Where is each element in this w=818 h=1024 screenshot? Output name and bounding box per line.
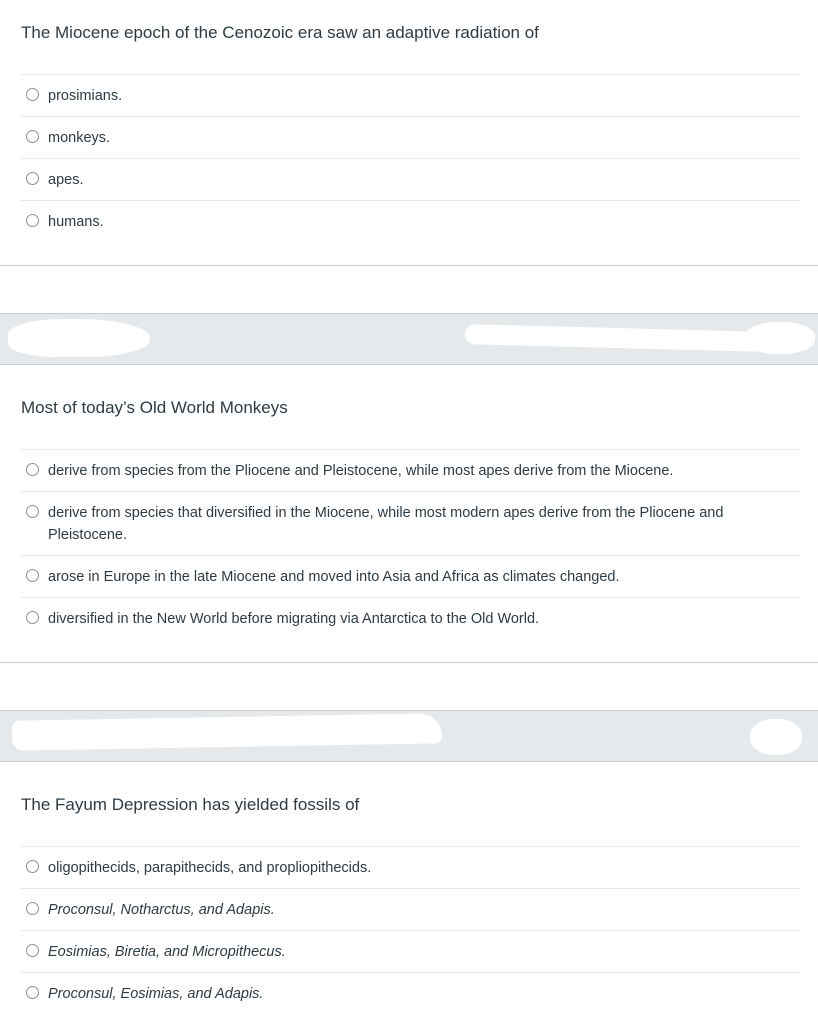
answer-option[interactable] xyxy=(21,158,800,200)
radio-button[interactable] xyxy=(26,611,39,624)
redaction-mark xyxy=(12,713,442,751)
answer-label: arose in Europe in the late Miocene and moved into Asia and Africa as climates changed. xyxy=(48,569,620,585)
answer-label: diversified in the New World before migrating via Antarctica to the Old World. xyxy=(48,611,540,627)
redaction-mark xyxy=(465,324,765,352)
answer-label: monkeys. xyxy=(48,130,111,146)
answer-label: oligopithecids, parapithecids, and propliopithecids. xyxy=(48,860,372,876)
redaction-mark xyxy=(8,319,150,357)
radio-button[interactable] xyxy=(26,944,39,957)
answer-label: Proconsul, Notharctus, and Adapis. xyxy=(48,902,275,918)
answer-option[interactable] xyxy=(21,449,800,491)
answer-option[interactable] xyxy=(21,74,800,116)
radio-button[interactable] xyxy=(26,88,39,101)
radio-button[interactable] xyxy=(26,172,39,185)
question-1-answers xyxy=(21,74,800,242)
redaction-mark xyxy=(750,719,802,755)
radio-button[interactable] xyxy=(26,505,39,518)
answer-label: apes. xyxy=(48,172,84,188)
question-3-text: The Fayum Depression has yielded fossils of xyxy=(21,795,360,814)
answer-label: prosimians. xyxy=(48,88,123,104)
question-header-band xyxy=(0,313,818,365)
answer-option[interactable] xyxy=(21,491,800,555)
question-1-text: The Miocene epoch of the Cenozoic era saw an adaptive radiation of xyxy=(21,23,539,42)
redaction-mark xyxy=(745,322,815,354)
answer-option[interactable] xyxy=(21,597,800,639)
radio-button[interactable] xyxy=(26,569,39,582)
answer-label: derive from species that diversified in the Miocene, while most modern apes derive from the Pliocene and Pleistocene. xyxy=(48,505,724,543)
question-divider xyxy=(0,265,818,266)
radio-button[interactable] xyxy=(26,463,39,476)
answer-label: humans. xyxy=(48,214,104,230)
radio-button[interactable] xyxy=(26,860,39,873)
question-2-text: Most of today’s Old World Monkeys xyxy=(21,398,288,417)
answer-option[interactable] xyxy=(21,972,800,1014)
question-3-answers xyxy=(21,846,800,1014)
radio-button[interactable] xyxy=(26,130,39,143)
question-header-band xyxy=(0,710,818,762)
answer-label: Proconsul, Eosimias, and Adapis. xyxy=(48,986,264,1002)
answer-option[interactable] xyxy=(21,846,800,888)
answer-label: Eosimias, Biretia, and Micropithecus. xyxy=(48,944,286,960)
answer-option[interactable] xyxy=(21,930,800,972)
answer-label: derive from species from the Pliocene and Pleistocene, while most apes derive from the Miocene. xyxy=(48,463,674,479)
answer-option[interactable] xyxy=(21,888,800,930)
radio-button[interactable] xyxy=(26,902,39,915)
question-divider xyxy=(0,662,818,663)
radio-button[interactable] xyxy=(26,986,39,999)
radio-button[interactable] xyxy=(26,214,39,227)
answer-option[interactable] xyxy=(21,200,800,242)
answer-option[interactable] xyxy=(21,116,800,158)
answer-option[interactable] xyxy=(21,555,800,597)
question-2-answers xyxy=(21,449,800,639)
